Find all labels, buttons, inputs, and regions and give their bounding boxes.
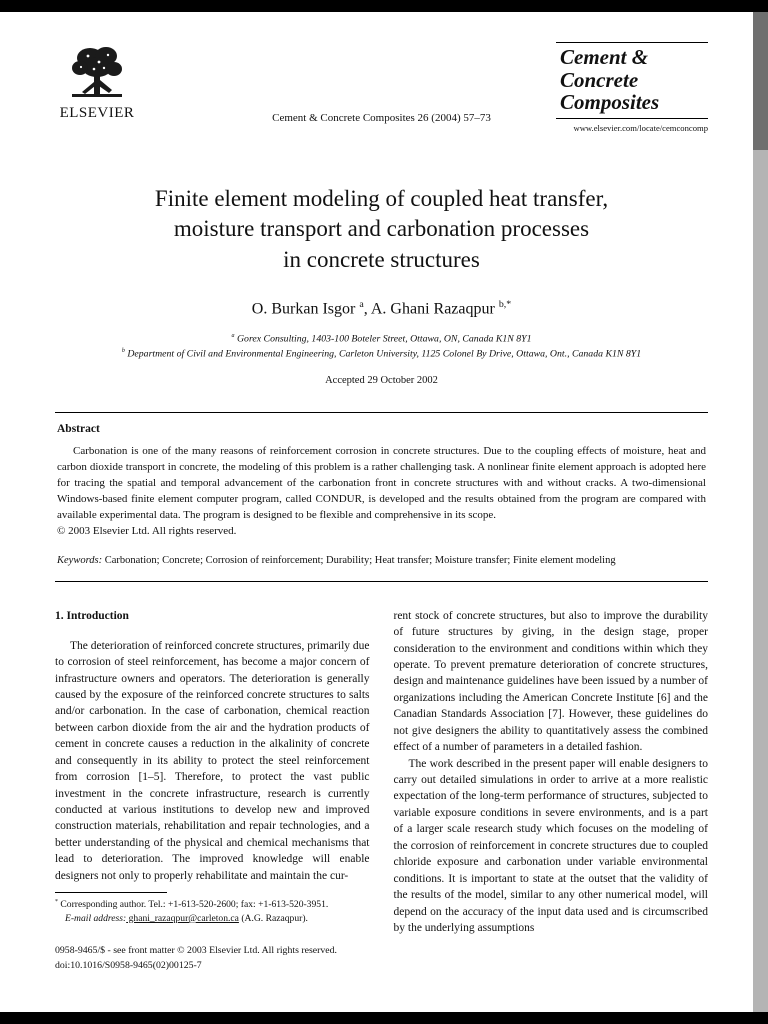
affiliation-a-mark: a bbox=[231, 333, 235, 340]
keywords-text: Carbonation; Concrete; Corrosion of reinforcement; Durability; Heat transfer; Moisture transfer; Finite element modeling bbox=[102, 554, 616, 566]
doi-line: doi:10.1016/S0958-9465(02)00125-7 bbox=[55, 960, 202, 972]
intro-paragraph: The deterioration of reinforced concrete structures, primarily due to corrosion of steel reinforcement, has become a major concern of infrastructure owners and operators. The deterioration is generally caused by the exposure of the reinforced concrete structures to salts and/or carbonation. In the case of carbonation, chemical reaction between carbon dioxide from the air and the hydration products of cement in concrete causes a reduction in the alkalinity of concrete and consequently in its ability to protect the steel reinforcement from corrosion [1–5]. Therefore, to protect the vast public investment in the concrete infrastructure, research is currently conducted at various institutions to develop new and improved construction materials, rehabilitation and repair technologies, and a better understanding of the physical and chemical mechanisms that lead to deterioration. The improved knowledge will enable designers not only to properly rehabilitate and maintain the cur- bbox=[55, 639, 370, 882]
right-column bbox=[394, 608, 709, 974]
journal-citation: Cement & Concrete Composites 26 (2004) 57–73 bbox=[272, 112, 491, 124]
keywords-label: Keywords: bbox=[57, 554, 103, 566]
body-paragraph-2: The work described in the present paper will enable designers to carry out detailed simulations in order to arrive at a more realistic expectation of the long-term performance of structures, subjected to variable exposure conditions in severe environments, and is a part of a larger scale research study which focuses on the modeling of the corrosion of reinforcement in concrete structures due to coupled chloride exposure and carbonation under variable environmental conditions. It is important to state at the outset that the validity of the results of the model, similar to any other numerical model, will depend on the accuracy of the input data used and is circumscribed by the underlying assumptions bbox=[393, 757, 708, 934]
abstract-text: Carbonation is one of the many reasons of reinforcement corrosion in concrete structures. Due to the coupling effects of moisture, heat and carbon dioxide transport in concrete, the modeling of this problem is a rather challenging task. A nonlinear finite element approach is adopted here for tracing the spatial and temporal advancement of the carbonation front in concrete structures with and without cracks. A two-dimensional Windows-based finite element computer program, called CONDUR, is developed and the results obtained from the program are compared with available experimental data. The program is designed to be flexible and comprehensive in its scope. bbox=[57, 445, 706, 522]
affiliation-b bbox=[55, 347, 708, 362]
footnote-corresponding bbox=[55, 898, 370, 912]
keywords-line bbox=[57, 554, 706, 569]
viewer-bottom-bar bbox=[0, 1012, 768, 1024]
affiliations bbox=[55, 332, 708, 362]
journal-name-line2: Concrete bbox=[560, 67, 639, 92]
affiliation-b-text: Department of Civil and Environmental Engineering, Carleton University, 1125 Colonel By Drive, Ottawa, Ont., Canada K1N 8Y1 bbox=[124, 348, 642, 360]
author-separator: , bbox=[363, 300, 371, 318]
footnote-corresponding-text: Corresponding author. Tel.: +1-613-520-2600; fax: +1-613-520-3951. bbox=[57, 899, 329, 911]
author-1: O. Burkan Isgor bbox=[251, 300, 360, 318]
section-1-heading: 1. Introduction bbox=[55, 609, 129, 622]
scrollbar-thumb[interactable] bbox=[753, 12, 768, 150]
journal-name-line1: Cement & bbox=[560, 45, 649, 69]
abstract-copyright: © 2003 Elsevier Ltd. All rights reserved. bbox=[57, 525, 237, 537]
journal-website-link[interactable]: www.elsevier.com/locate/cemconcomp bbox=[573, 123, 708, 134]
article-title bbox=[55, 184, 708, 275]
paper-page bbox=[0, 12, 753, 1012]
footnote-email-line bbox=[55, 912, 370, 925]
footnote-rule bbox=[55, 892, 167, 893]
viewer-top-bar bbox=[0, 0, 768, 12]
elsevier-logo bbox=[55, 42, 139, 122]
email-label: E-mail address: bbox=[65, 912, 127, 924]
article-title-line3: in concrete structures bbox=[283, 246, 480, 272]
abstract-section bbox=[55, 412, 708, 581]
author-2-affmark: b,* bbox=[498, 299, 512, 311]
left-column bbox=[55, 608, 370, 974]
scrollbar[interactable] bbox=[753, 12, 768, 1012]
issn-copyright-line: 0958-9465/$ - see front matter © 2003 Elsevier Ltd. All rights reserved. bbox=[55, 945, 337, 957]
publisher-name: ELSEVIER bbox=[59, 105, 135, 121]
journal-masthead bbox=[556, 42, 708, 133]
article-title-line1: Finite element modeling of coupled heat transfer, bbox=[154, 186, 609, 211]
paper-header bbox=[55, 42, 708, 150]
affiliation-a bbox=[55, 332, 708, 347]
accepted-date: Accepted 29 October 2002 bbox=[325, 375, 438, 387]
article-title-line2: moisture transport and carbonation processes bbox=[173, 216, 590, 242]
affiliation-b-mark: b bbox=[121, 348, 125, 355]
affiliation-a-text: Gorex Consulting, 1403-100 Boteler Street, Ottawa, ON, Canada K1N 8Y1 bbox=[234, 333, 532, 345]
imprint bbox=[55, 943, 370, 973]
author-2: A. Ghani Razaqpur bbox=[370, 300, 499, 318]
footnote-star: * bbox=[55, 899, 58, 906]
body-paragraph-continued: rent stock of concrete structures, but also to improve the durability of future structures by giving, in the design stage, proper consideration to the environment and conditions within which they operate. To prevent premature deterioration of concrete structures, design and maintenance guidelines have been issued by a number of organizations including the American Concrete Institute [6] and the Canadian Standards Association [7]. However, these guidelines do not give designers the ability to quantitatively assess the combined effect of a number of parameters in a detailed fashion. bbox=[393, 609, 708, 754]
author-line bbox=[55, 299, 708, 318]
email-suffix: (A.G. Razaqpur). bbox=[238, 912, 308, 924]
journal-name bbox=[556, 42, 708, 119]
elsevier-tree-logo-icon bbox=[55, 42, 139, 104]
footnote bbox=[55, 884, 370, 925]
journal-name-line3: Composites bbox=[560, 90, 660, 115]
abstract-heading: Abstract bbox=[57, 423, 100, 436]
author-1-affmark: a bbox=[359, 299, 364, 311]
body-columns bbox=[55, 608, 708, 974]
email-link[interactable]: ghani_razaqpur@carleton.ca bbox=[126, 912, 239, 924]
